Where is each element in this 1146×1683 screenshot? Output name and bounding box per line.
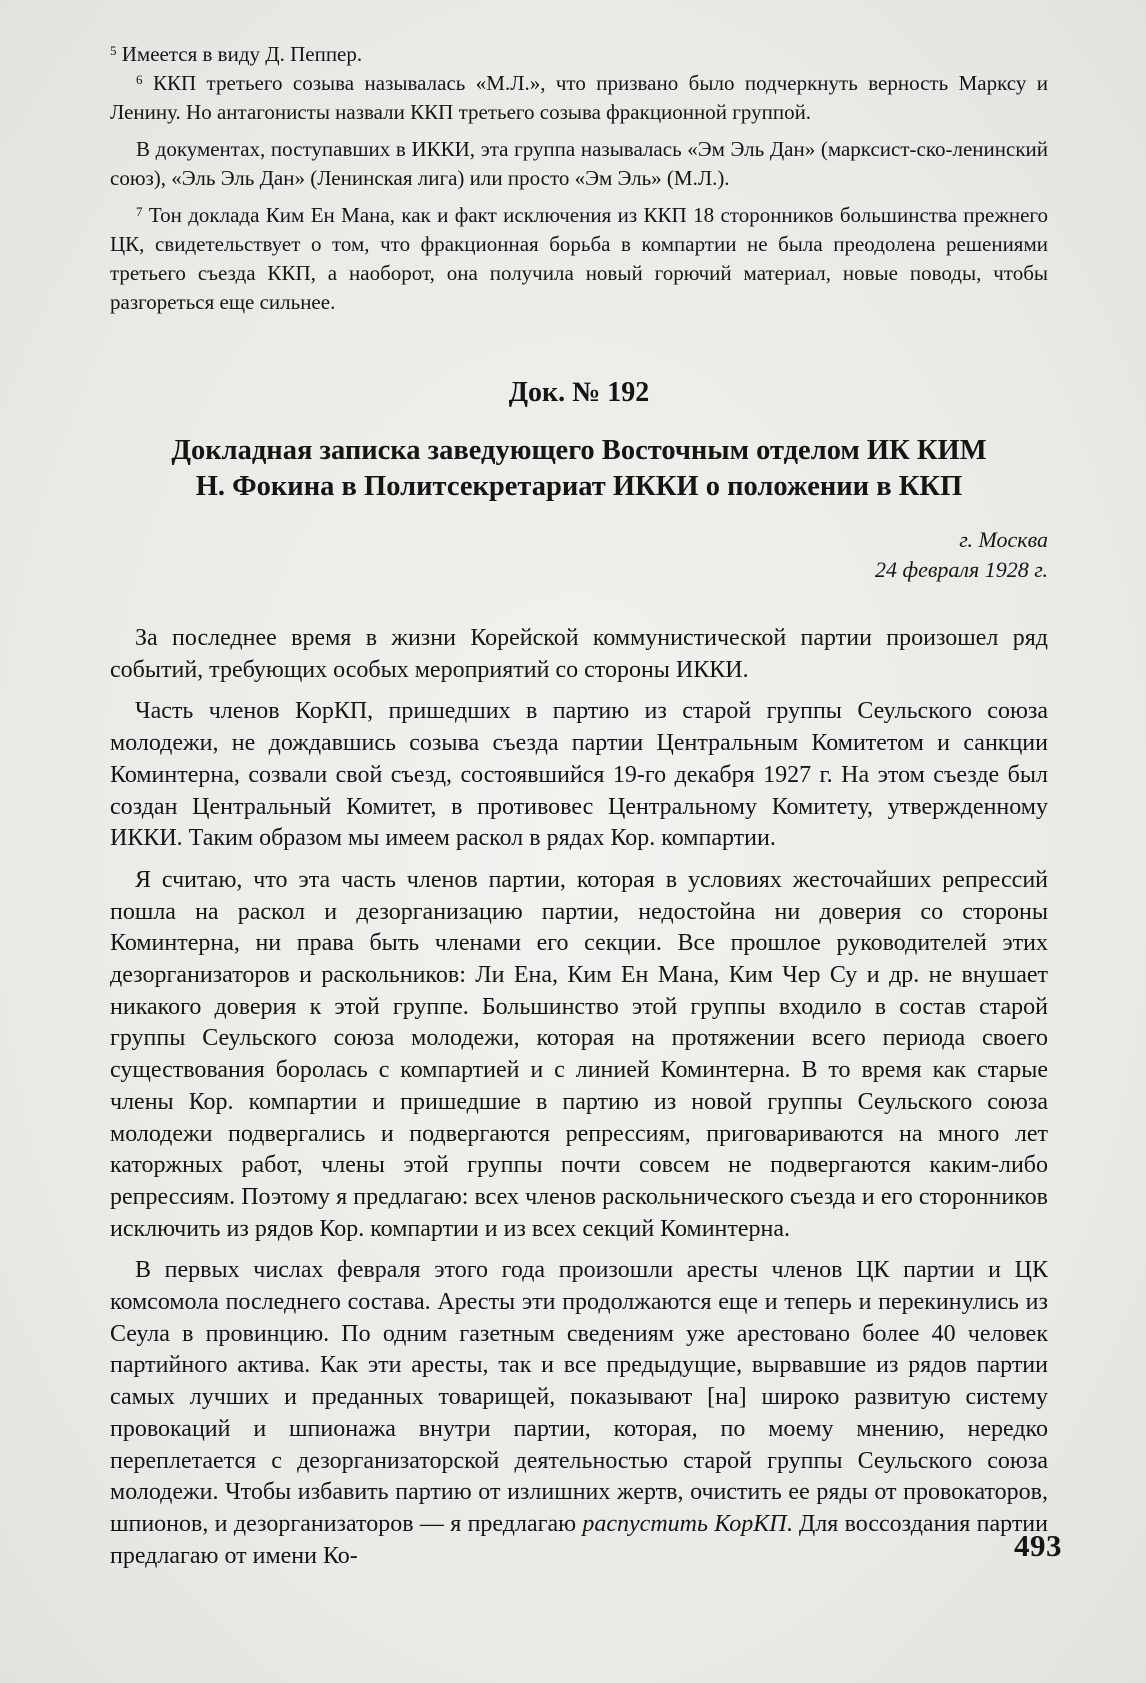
document-title bbox=[110, 433, 1048, 505]
document-body bbox=[110, 623, 1048, 1572]
footnote-text: Имеется в виду Д. Пеппер. bbox=[121, 42, 363, 66]
document-number: Док. № 192 bbox=[508, 377, 650, 408]
footnote-marker: 6 bbox=[136, 72, 143, 87]
paragraph-text: В первых числах февраля этого года произошли аресты членов ЦК партии и ЦК комсомола последнего состава. Аресты эти продолжаются еще и теперь и перекинулись из Сеула в провинцию. По одним газетным сведениям уже арестовано более 40 человек партийного актива. Как эти аресты, так и все предыдущие, вырвавшие из рядов партии самых лучших и преданных товарищей, показывают [на] широко развитую систему провокаций и шпионажа внутри партии, которая, по моему мнению, нередко переплетается с дезорганизаторской деятельностью старой группы Сеульского союза молодежи. Чтобы избавить партию от излишних жертв, очистить ее ряды от провокаторов, шпионов, и дезорганизаторов — я предлагаю bbox=[110, 1257, 1048, 1537]
body-paragraph-3: Я считаю, что эта часть членов партии, которая в условиях жесточайших репрессий пошла на раскол и дезорганизацию партии, недостойна ни доверия со стороны Коминтерна, ни права быть членами его секции. Все прошлое руководителей этих дезорганизаторов и раскольников: Ли Ена, Ким Ен Мана, Ким Чер Су и др. не внушает никакого доверия к этой группе. Большинство этой группы входило в состав старой группы Сеульского союза молодежи, которая на протяжении всего периода своего существования боролась с компартией и с линией Коминтерна. В то время как старые члены Кор. компартии и пришедшие в партию из новой группы Сеульского союза молодежи подвергались и подвергаются репрессиям, приговариваются на много лет каторжных работ, члены этой группы почти совсем не подвергаются каким-либо репрессиям. Поэтому я предлагаю: всех членов раскольнического съезда и его сторонников исключить из рядов Кор. компартии и из всех секций Коминтерна. bbox=[110, 866, 1048, 1242]
emphasized-text: распустить КорКП bbox=[582, 1510, 787, 1537]
footnote-text: ККП третьего созыва называлась «М.Л.», что призвано было подчеркнуть верность Марксу и Ленину. Но антагонисты назвали ККП третьего созыва фракционной группой. bbox=[110, 71, 1048, 124]
footnote-text: Тон доклада Ким Ен Мана, как и факт исключения из ККП 18 сторонников большинства прежнего ЦК, свидетельствует о том, что фракционная борьба в компартии не была преодолена решениями третьего съезда ККП, а наоборот, она получила новый горючий материал, новые поводы, чтобы разгореться еще сильнее. bbox=[110, 203, 1048, 314]
body-paragraph-4 bbox=[110, 1255, 1048, 1572]
footnote-marker: 7 bbox=[136, 204, 143, 219]
footnote-5 bbox=[110, 40, 1048, 69]
document-place: г. Москва bbox=[959, 527, 1048, 552]
page-number: 493 bbox=[1014, 1528, 1062, 1563]
footnote-6-continued: В документах, поступавших в ИККИ, эта группа называлась «Эм Эль Дан» (марксист-ско-ленинский союз), «Эль Эль Дан» (Ленинская лига) или просто «Эм Эль» (М.Л.). bbox=[110, 137, 1048, 190]
document-title-line-1: Докладная записка заведующего Восточным отделом ИК КИМ bbox=[171, 435, 987, 466]
document-date: 24 февраля 1928 г. bbox=[874, 557, 1048, 582]
footnote-6 bbox=[110, 69, 1048, 127]
page-content bbox=[110, 40, 1048, 1582]
footnote-marker: 5 bbox=[110, 43, 117, 58]
body-paragraph-2: Часть членов КорКП, пришедших в партию из старой группы Сеульского союза молодежи, не дождавшись созыва съезда партии Центральным Комитетом и санкции Коминтерна, созвали свой съезд, состоявшийся 19-го декабря 1927 г. На этом съезде был создан Центральный Комитет, в противовес Центральному Комитету, утвержденному ИККИ. Таким образом мы имеем раскол в рядах Кор. компартии. bbox=[110, 698, 1048, 852]
footnote-7 bbox=[110, 201, 1048, 317]
document-title-line-2: Н. Фокина в Политсекретариат ИККИ о положении в ККП bbox=[195, 471, 963, 502]
paragraph-text: . Для воссоздания партии предлагаю от имени Ко- bbox=[110, 1510, 1048, 1569]
body-paragraph-1: За последнее время в жизни Корейской коммунистической партии произошел ряд событий, требующих особых мероприятий со стороны ИККИ. bbox=[110, 625, 1048, 683]
